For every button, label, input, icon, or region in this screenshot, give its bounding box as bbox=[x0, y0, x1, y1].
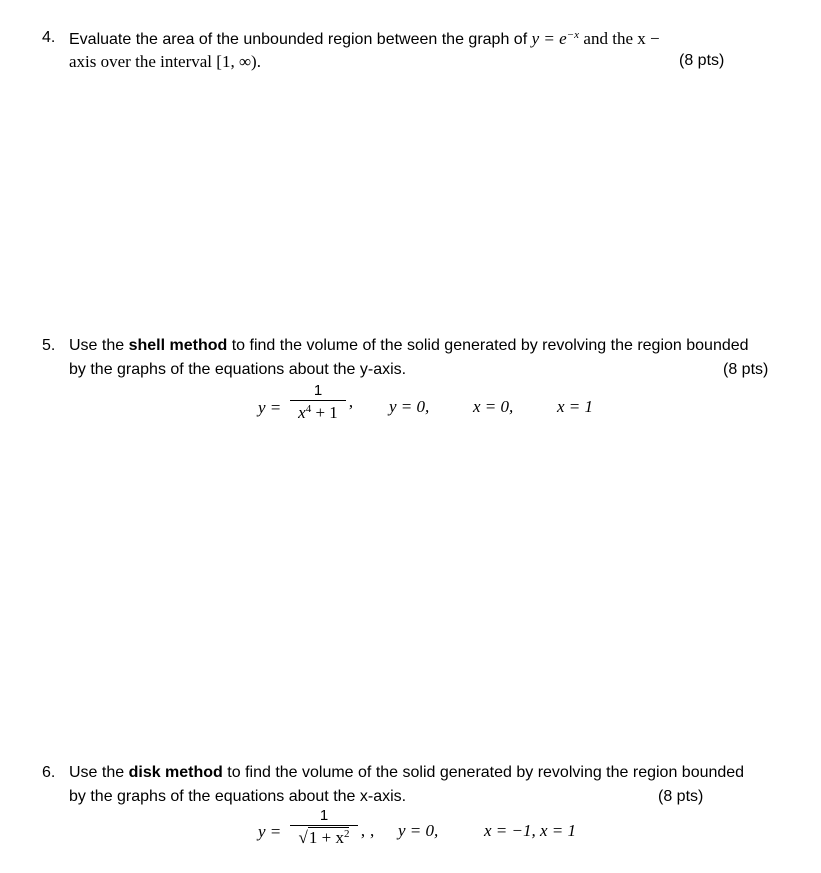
problem-text: axis over the interval [1, ∞). bbox=[69, 52, 261, 71]
problem-number: 4. bbox=[42, 29, 56, 46]
math-expression: y = 0, bbox=[389, 397, 430, 416]
sqrt-symbol: √ bbox=[298, 828, 308, 847]
problem-text: Use the shell method to find the volume of the solid generated by revolving the region bounded bbox=[69, 337, 749, 354]
math-expression: $y = e^{-x}$ bbox=[531, 29, 579, 48]
math-expression: y = bbox=[258, 822, 282, 841]
problem-text: Evaluate the area of the unbounded region between the graph of $y = e^{-x}$ and the x − bbox=[69, 29, 660, 48]
math-expression: y = bbox=[258, 398, 282, 417]
points-label: (8 pts) bbox=[679, 52, 725, 69]
emphasis: shell method bbox=[128, 337, 228, 354]
problem-number: 6. bbox=[42, 764, 56, 781]
points-label: (8 pts) bbox=[658, 788, 704, 805]
math-expression: x = −1, x = 1 bbox=[484, 821, 577, 840]
math-expression: x = 1 bbox=[557, 397, 594, 416]
fraction: 1 $√1 + x^2$ bbox=[290, 808, 358, 846]
points-label: (8 pts) bbox=[723, 361, 769, 378]
emphasis: disk method bbox=[128, 764, 223, 781]
problem-number: 5. bbox=[42, 337, 56, 354]
math-expression: y = 0, bbox=[398, 821, 439, 840]
problem-text: by the graphs of the equations about the x-axis. bbox=[69, 788, 407, 805]
problem-text: by the graphs of the equations about the y-axis. bbox=[69, 361, 407, 378]
problem-text: Use the disk method to find the volume of the solid generated by revolving the region bounded bbox=[69, 764, 745, 781]
math-expression: x = 0, bbox=[473, 397, 514, 416]
fraction: 1 $x^4 + 1$ bbox=[290, 383, 346, 421]
math-expression: [1, ∞). bbox=[216, 52, 261, 71]
